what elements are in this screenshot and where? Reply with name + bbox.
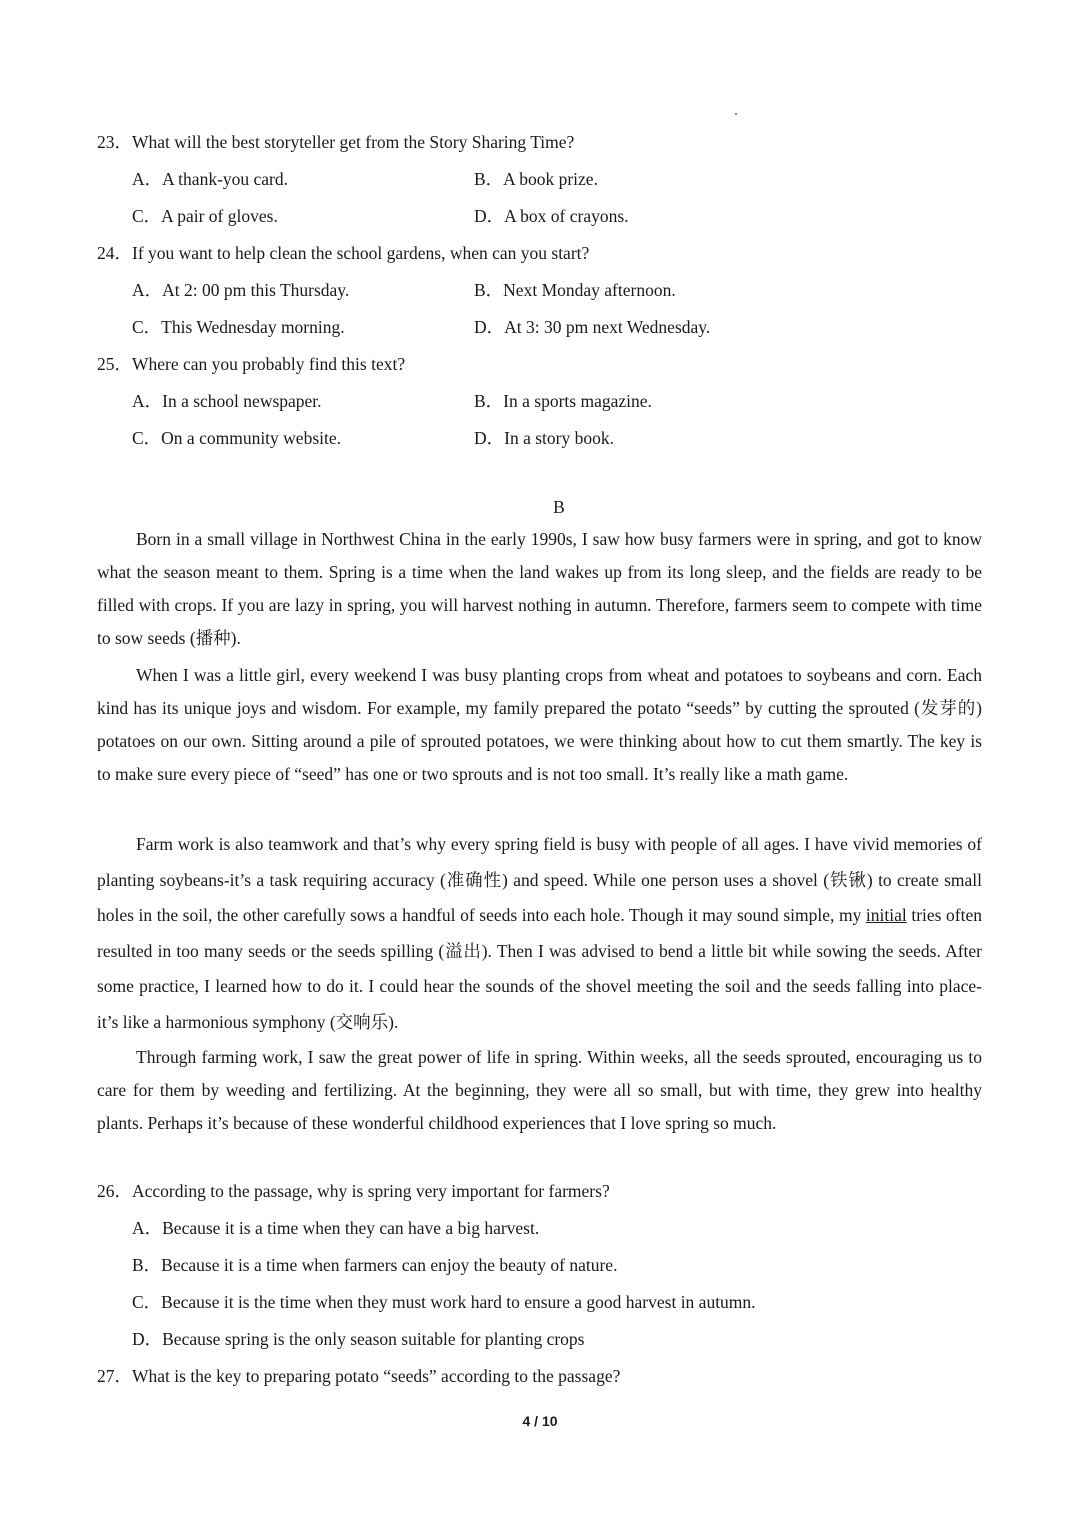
scan-speck xyxy=(735,113,737,115)
q23-option-d: D．A box of crayons. xyxy=(474,206,629,226)
q26-option-b: B．Because it is a time when farmers can enjoy the beauty of nature. xyxy=(132,1255,618,1275)
q25-option-b: B．In a sports magazine. xyxy=(474,391,652,411)
underlined-word: initial xyxy=(865,905,907,925)
q25-option-c: C．On a community website. xyxy=(132,428,342,448)
question-26: 26．According to the passage, why is spring very important for farmers? xyxy=(97,1181,610,1201)
q24-option-b: B．Next Monday afternoon. xyxy=(474,280,676,300)
question-24: 24．If you want to help clean the school gardens, when can you start? xyxy=(97,243,590,263)
q23-option-b: B．A book prize. xyxy=(474,169,598,189)
q25-option-a: A．In a school newspaper. xyxy=(132,391,322,411)
q25-option-d: D．In a story book. xyxy=(474,428,614,448)
passage-paragraph-3 xyxy=(97,827,982,1040)
q23-option-c: C．A pair of gloves. xyxy=(132,206,278,226)
q26-option-c: C．Because it is the time when they must work hard to ensure a good harvest in autumn. xyxy=(132,1292,756,1312)
q26-option-d: D．Because spring is the only season suitable for planting crops xyxy=(132,1329,585,1349)
page-number: 4 / 10 xyxy=(522,1413,558,1429)
q24-option-d: D．At 3: 30 pm next Wednesday. xyxy=(474,317,711,337)
passage-paragraph-4: Through farming work, I saw the great power of life in spring. Within weeks, all the seeds sprouted, encouraging us to care for them by weeding and fertilizing. At the beginning, they were all so small, but with time, they grew into healthy plants. Perhaps it’s because of these wonderful childhood experiences that I love spring so much. xyxy=(97,1047,982,1133)
question-27: 27．What is the key to preparing potato “seeds” according to the passage? xyxy=(97,1366,621,1386)
paragraph-3-text-end: tries often resulted in too many seeds or the seeds spilling (溢出). Then I was advised to bend a little bit while sowing the seeds. After some practice, I learned how to do it. I could hear the sounds of the shovel meeting the soil and the seeds falling into place-it’s like a harmonious symphony (交响乐). xyxy=(97,905,982,1032)
passage-paragraph-1: Born in a small village in Northwest China in the early 1990s, I saw how busy farmers were in spring, and got to know what the season meant to them. Spring is a time when the land wakes up from its long sleep, and the fields are ready to be filled with crops. If you are lazy in spring, you will harvest nothing in autumn. Therefore, farmers seem to compete with time to sow seeds (播种). xyxy=(97,529,982,648)
q24-option-a: A．At 2: 00 pm this Thursday. xyxy=(132,280,350,300)
question-23: 23．What will the best storyteller get from the Story Sharing Time? xyxy=(97,132,575,152)
passage-paragraph-2: When I was a little girl, every weekend I was busy planting crops from wheat and potatoes to soybeans and corn. Each kind has its unique joys and wisdom. For example, my family prepared the potato “seeds” by cutting the sprouted (发芽的) potatoes on our own. Sitting around a pile of sprouted potatoes, we were thinking about how to cut them smartly. The key is to make sure every piece of “seed” has one or two sprouts and is not too small. It’s really like a math game. xyxy=(97,665,982,784)
question-25: 25．Where can you probably find this text? xyxy=(97,354,406,374)
q23-option-a: A．A thank-you card. xyxy=(132,169,289,189)
paragraph-3-text-start: Farm work is also teamwork and that’s why every spring field is busy with people of all ages. I have vivid memories of planting soybeans-it’s a task requiring accuracy (准确性) and speed. While one person uses a shovel (铁锹) to create small holes in the soil, the other carefully sows a handful of seeds into each hole. Though it may sound simple, my xyxy=(97,834,982,925)
q26-option-a: A．Because it is a time when they can have a big harvest. xyxy=(132,1218,540,1238)
section-heading: B xyxy=(553,497,565,517)
q24-option-c: C．This Wednesday morning. xyxy=(132,317,345,337)
